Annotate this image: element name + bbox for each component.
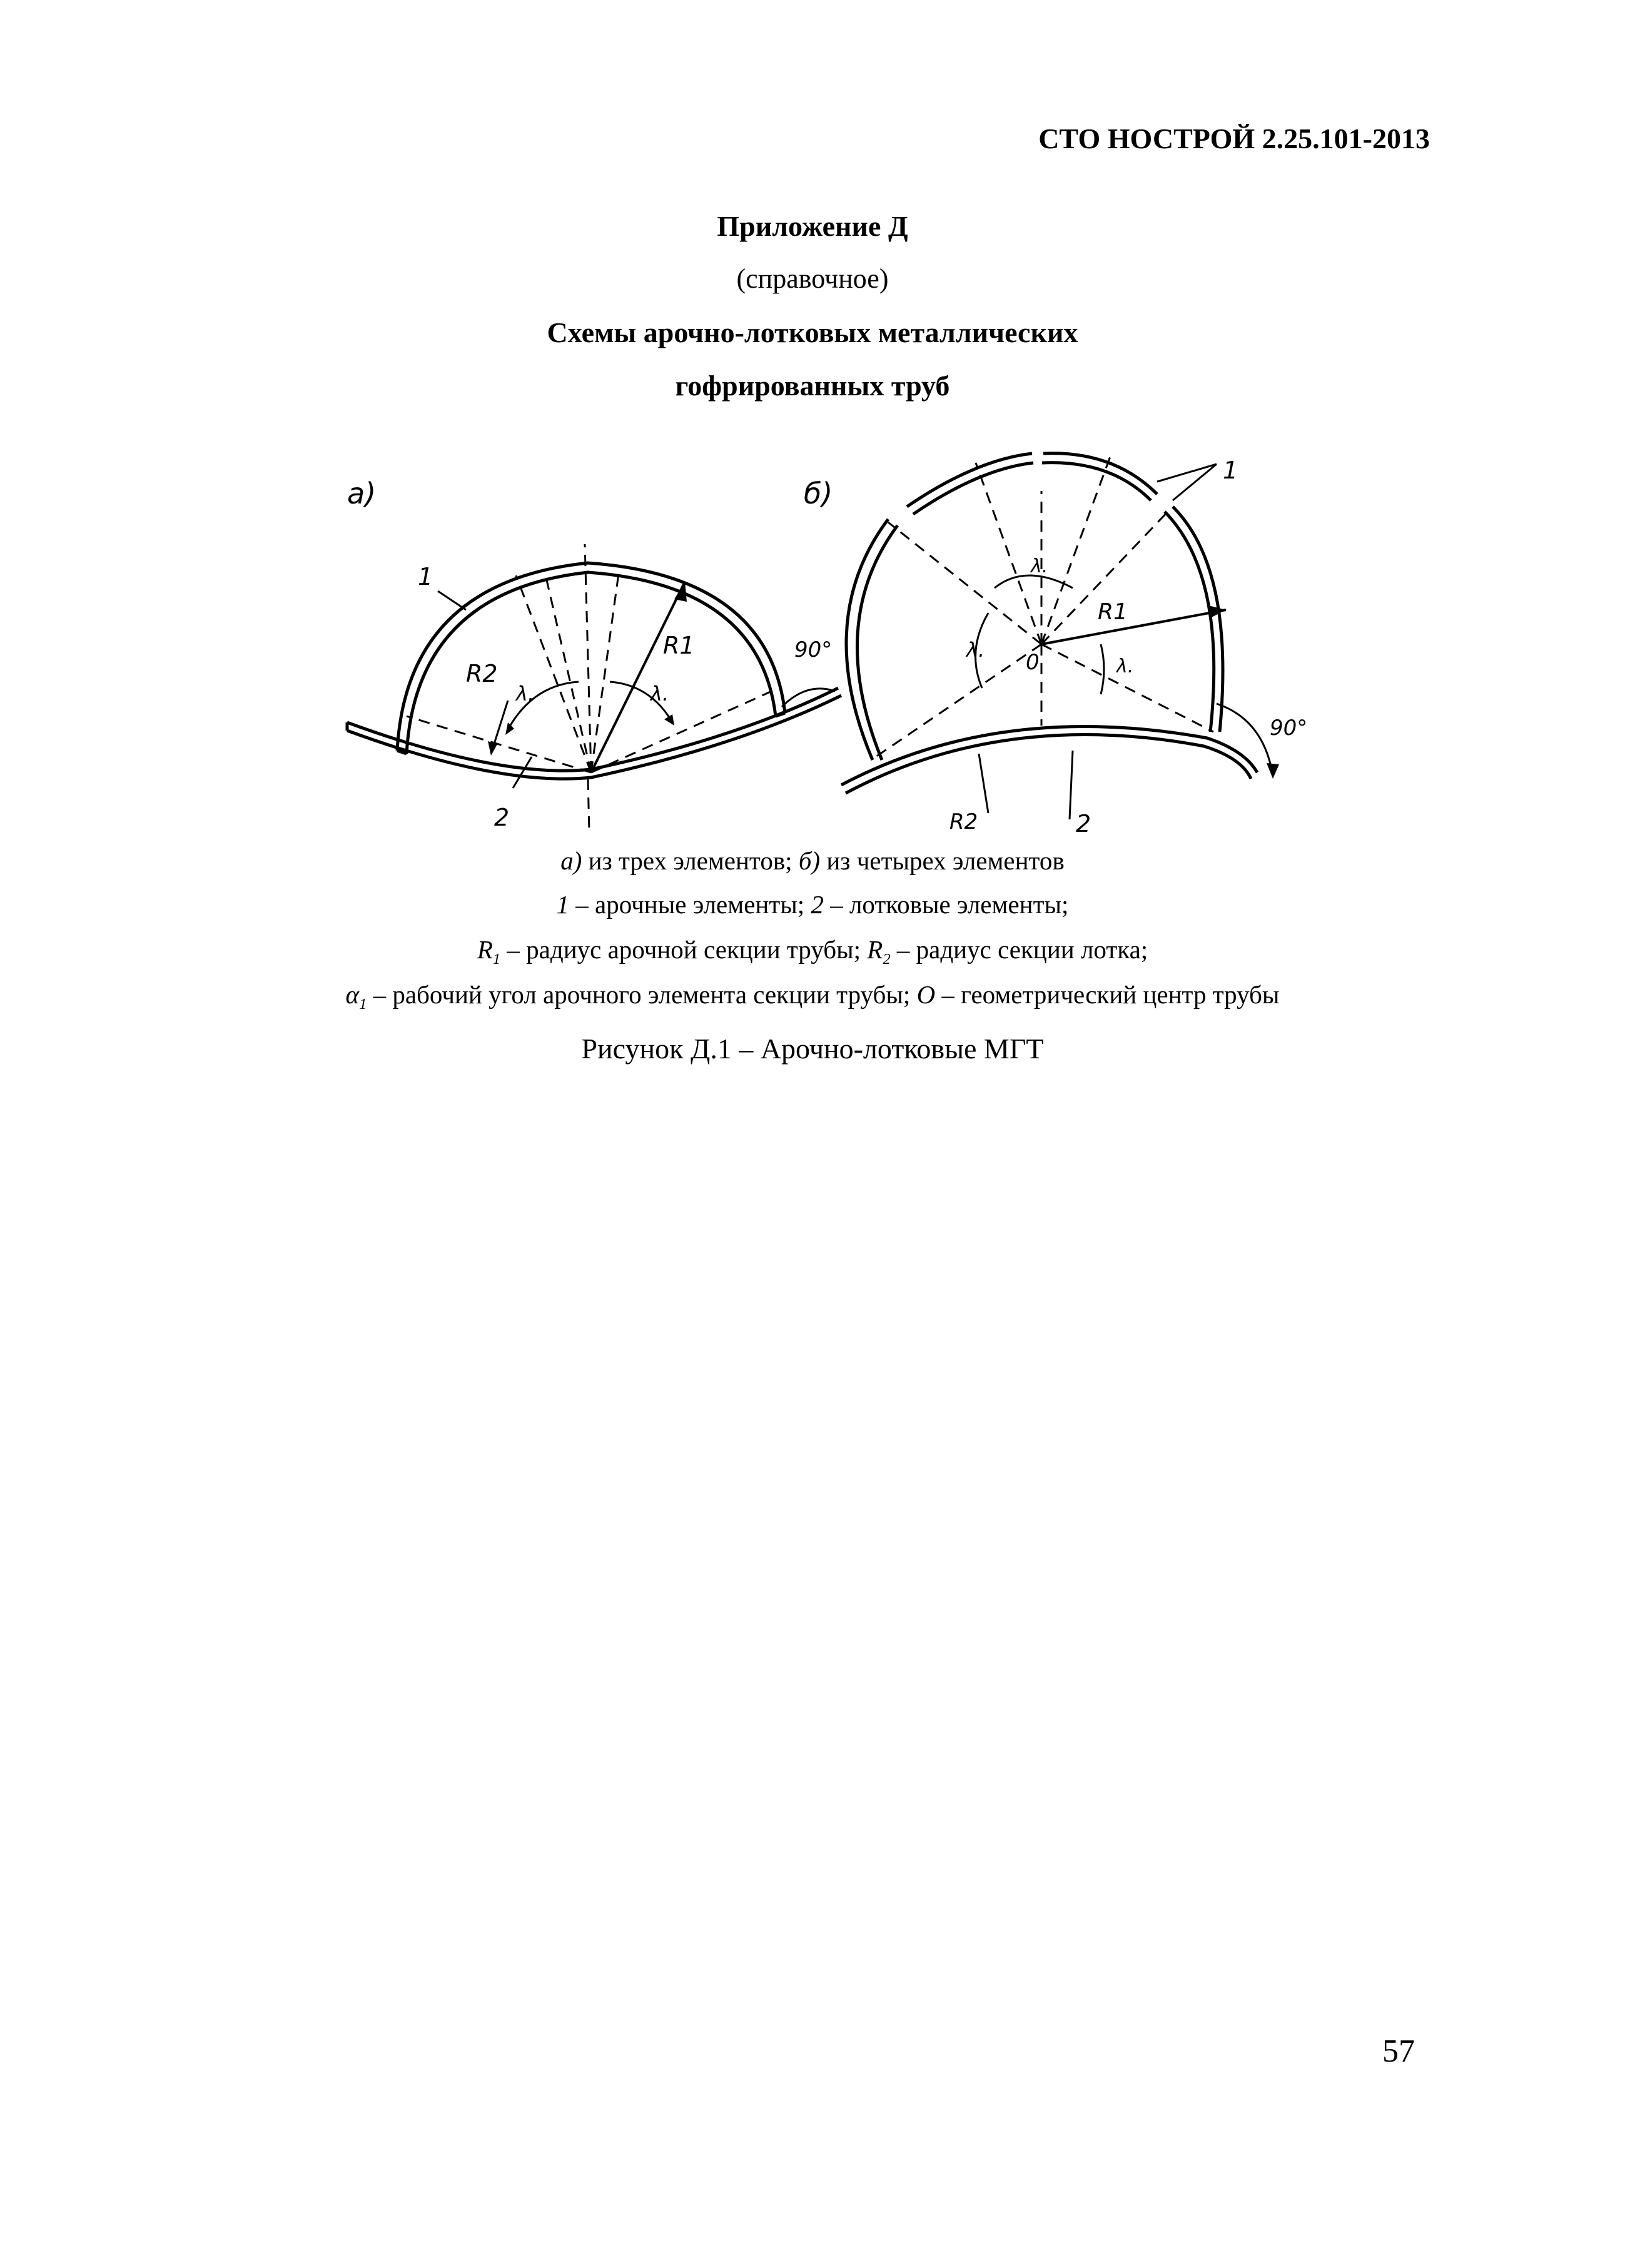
label-b-R1: R1 xyxy=(1098,599,1128,625)
caption-b-label: б) xyxy=(798,846,821,875)
panel-b-label: б) xyxy=(804,477,833,510)
label-b-item1: 1 xyxy=(1223,457,1238,484)
caption-o-text: – геометрический центр трубы xyxy=(935,980,1280,1009)
caption-line-2 xyxy=(0,889,1625,919)
label-b-item2: 2 xyxy=(1076,810,1091,838)
label-a-item2: 2 xyxy=(494,804,510,831)
caption-r2-text: – радиус секции лотка; xyxy=(890,935,1148,964)
caption-n1: 1 xyxy=(556,890,570,919)
caption-r2: R xyxy=(867,935,883,964)
label-a-R2: R2 xyxy=(466,660,498,687)
panel-b-drawing xyxy=(841,453,1279,819)
page-number: 57 xyxy=(1382,2033,1415,2069)
label-a-angle: 90° xyxy=(794,637,833,662)
caption-line-4 xyxy=(0,980,1625,1013)
figure-svg xyxy=(0,438,1625,838)
figure-title: Рисунок Д.1 – Арочно-лотковые МГТ xyxy=(581,1033,1044,1065)
caption-line-3 xyxy=(0,934,1625,968)
figure-diagram xyxy=(0,438,1625,838)
label-b-center: 0 xyxy=(1026,650,1040,675)
caption-r1: R xyxy=(477,935,493,964)
caption-r2-sub: 2 xyxy=(883,951,891,968)
label-a-item1: 1 xyxy=(418,563,433,590)
caption-b-text: из четырех элементов xyxy=(820,846,1065,875)
caption-a-text: из трех элементов; xyxy=(582,846,799,875)
label-b-alpha-right: λ. xyxy=(1116,656,1134,677)
panel-a-label: a) xyxy=(347,477,377,510)
caption-n2: 2 xyxy=(811,890,824,919)
arch-outer-a xyxy=(397,563,785,751)
caption-alpha-sub: 1 xyxy=(359,996,367,1013)
label-b-alpha-left: λ. xyxy=(966,638,985,662)
label-b-alpha-top: λ. xyxy=(1031,555,1048,577)
caption-r1-sub: 1 xyxy=(492,951,501,968)
label-b-R2: R2 xyxy=(949,809,978,834)
heading-line-1: Схемы арочно-лотковых металлических xyxy=(547,316,1078,348)
heading-line-2: гофрированных труб xyxy=(675,370,950,402)
appendix-subtitle: (справочное) xyxy=(736,263,889,294)
document-code: СТО НОСТРОЙ 2.25.101-2013 xyxy=(1038,123,1430,154)
appendix-title: Приложение Д xyxy=(717,210,908,242)
label-a-alpha-right: λ. xyxy=(651,682,669,706)
label-a-alpha-left: λ. xyxy=(516,682,535,706)
caption-alpha-text: – рабочий угол арочного элемента секции трубы; xyxy=(367,980,917,1009)
caption-a-label: а) xyxy=(560,846,582,875)
label-b-angle: 90° xyxy=(1270,716,1308,741)
caption-t2: – лотковые элементы; xyxy=(823,890,1069,919)
caption-alpha: α xyxy=(345,980,360,1009)
caption-line-1 xyxy=(0,846,1625,876)
caption-r1-text: – радиус арочной секции трубы; xyxy=(500,935,868,964)
caption-o: О xyxy=(916,980,936,1009)
caption-t1: – арочные элементы; xyxy=(569,890,811,919)
label-a-R1: R1 xyxy=(663,632,695,659)
